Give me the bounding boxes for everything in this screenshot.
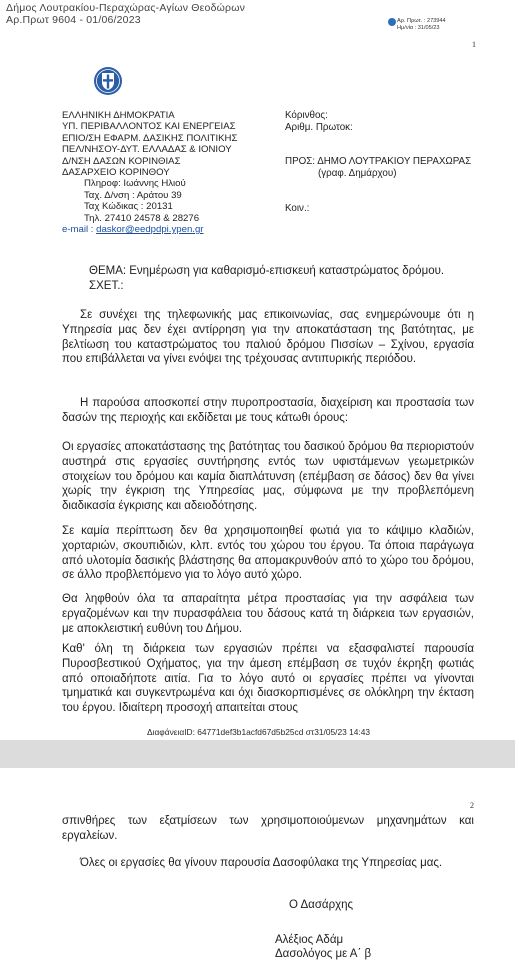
protocol-stamp-date: Ημ/νία : 31/05/23 — [397, 25, 440, 31]
contact-line: Ταχ. Δ/νση : Αράτου 39 — [84, 189, 182, 201]
reference-line: ΣΧΕΤ.: — [89, 280, 124, 292]
contact-info — [62, 178, 237, 224]
recipient-office: (γραφ. Δημάρχου) — [318, 168, 397, 179]
sender-line: ΕΠΙΟ/ΣΗ ΕΦΑΡΜ. ΔΑΣΙΚΗΣ ΠΟΛΙΤΙΚΗΣ — [62, 132, 238, 144]
paragraph-purpose: Η παρούσα αποσκοπεί στην πυροπροστασία, διαχείριση και προστασία των δασών της περιοχής και εκδίδεται με τους κάτωθι όρους: — [62, 397, 474, 424]
greek-coat-of-arms-icon — [93, 66, 123, 96]
protocol-stamp-icon — [388, 18, 396, 26]
sender-line: ΔΑΣΑΡΧΕΙΟ ΚΟΡΙΝΘΟΥ — [62, 167, 170, 179]
sender-line: ΥΠ. ΠΕΡΙΒΑΛΛΟΝΤΟΣ ΚΑΙ ΕΝΕΡΓΕΙΑΣ — [62, 121, 236, 133]
contact-line: Ταχ Κώδικας : 20131 — [84, 201, 173, 213]
recipient: ΠΡΟΣ: ΔΗΜΟ ΛΟΥΤΡΑΚΙΟΥ ΠΕΡΑΧΩΡΑΣ — [285, 156, 472, 167]
page-number-1: 1 — [472, 40, 476, 49]
email-link[interactable]: daskor@eedpdpi.ypen.gr — [96, 224, 204, 236]
sender-line: Δ/ΝΣΗ ΔΑΣΩΝ ΚΟΡΙΝΘΙΑΣ — [62, 155, 181, 167]
email-label: e-mail : — [62, 224, 97, 236]
sender-line: ΕΛΛΗΝΙΚΗ ΔΗΜΟΚΡΑΤΙΑ — [62, 110, 175, 121]
paragraph-intro: Σε συνέχει της τηλεφωνικής μας επικοινωνίας, σας ενημερώνουμε ότι η Υπηρεσία μας δεν έχει αντίρρηση για την αποκατάσταση της βατότητας, με βελτίωση του καταστρώματος του παλιού δρόμου Πισσίων – Σχίνου, εργασία που επιβάλλεται να γίνει ενόψει της τρέχουσας αντιπυρικής περιόδου. — [62, 309, 474, 366]
digital-document-id: ΔιαφάνειαID: 64771def3b1acfd67d5b25cd στ31/05/23 14:43 — [147, 727, 371, 737]
email-row — [62, 224, 237, 235]
subject-line: ΘΕΜΑ: Ενημέρωση για καθαρισμό-επισκευή καταστρώματος δρόμου. — [89, 265, 445, 277]
paragraph-condition-1: Οι εργασίες αποκατάστασης της βατότητας του δασικού δρόμου θα περιοριστούν αυστηρά στις εργασίες συντήρησης εντός των υφιστάμενων γεωμετρικών στοιχείων του δρόμου και καμία διαπλάτυνση (επέμβαση σε δάσος) δεν θα γίνει χωρίς την έγκριση της Υπηρεσίας μας, σύμφωνα με την προβλεπόμενη διαδικασία έγκρισης και αδειοδότησης. — [62, 441, 474, 513]
paragraph-condition-4: Καθ' όλη τη διάρκεια των εργασιών πρέπει να εξασφαλιστεί παρουσία Πυροσβεστικού Οχήματος, για την άμεση επέμβαση σε τυχόν έκρηξη φωτιάς από οποιαδήποτε αιτία. Για το λόγο αυτό οι εργασίες πρέπει να γίνονται τμηματικά και συγκεντρωμένα και όχι διασκορπισμένες σε ολόκληρη την έκταση του έργου. Ιδιαίτερη προσοχή απαιτείται στους — [62, 643, 474, 715]
signature-role: Δασολόγος με Α΄ β — [275, 948, 372, 960]
municipality-header: Δήμος Λουτρακίου-Περαχώρας-Αγίων Θεοδώρων — [6, 2, 246, 14]
paragraph-condition-2: Σε καμία περίπτωση δεν θα χρησιμοποιηθεί φωτιά για το κάψιμο κλαδιών, χορταριών, σκουπιδιών, κλπ. εντός του χώρου του έργου. Τα όποια παράγωγα από υλοτομία δασικής βλάστησης θα απομακρυνθούν από το χώρο του δρόμου, σε άλλο προβλεπόμενο για το λόγο αυτό χώρο. — [62, 525, 474, 582]
paragraph-condition-3: Θα ληφθούν όλα τα απαραίτητα μέτρα προστασίας για την ασφάλεια των εργαζομένων και την πυρασφάλεια του δάσους κατά τη διάρκεια των εργασιών, με αποκλειστική ευθύνη του Δήμου. — [62, 593, 474, 635]
protocol-stamp-number: Αρ. Πρωτ. : 273944 — [397, 18, 446, 24]
sender-line: ΠΕΛ/ΝΗΣΟΥ-ΔΥΤ. ΕΛΛΑΔΑΣ & ΙΟΝΙΟΥ — [62, 144, 232, 156]
city-label: Κόρινθος: — [285, 110, 328, 121]
paragraph-continuation: σπινθήρες των εξατμίσεων των χρησιμοποιούμενων μηχανημάτων και εργαλείων. — [62, 815, 474, 842]
cc-label: Κοιν.: — [285, 203, 310, 214]
incoming-protocol-number: Αρ.Πρωτ 9604 - 01/06/2023 — [6, 14, 141, 26]
document-page-2 — [0, 768, 515, 960]
page-number-2: 2 — [470, 801, 474, 810]
protocol-stamp — [397, 18, 446, 32]
protocol-label: Αριθμ. Πρωτοκ: — [285, 122, 353, 133]
signature-title: Ο Δασάρχης — [289, 899, 354, 911]
contact-line: Πληροφ: Ιωάννης Ηλιού — [84, 178, 186, 190]
sender-block — [62, 110, 237, 235]
signature-name: Αλέξιος Αδάμ — [275, 934, 344, 946]
contact-line: Τηλ. 27410 24578 & 28276 — [84, 212, 200, 224]
paragraph-forest-guard: Όλες οι εργασίες θα γίνουν παρουσία Δασοφύλακα της Υπηρεσίας μας. — [80, 857, 443, 869]
